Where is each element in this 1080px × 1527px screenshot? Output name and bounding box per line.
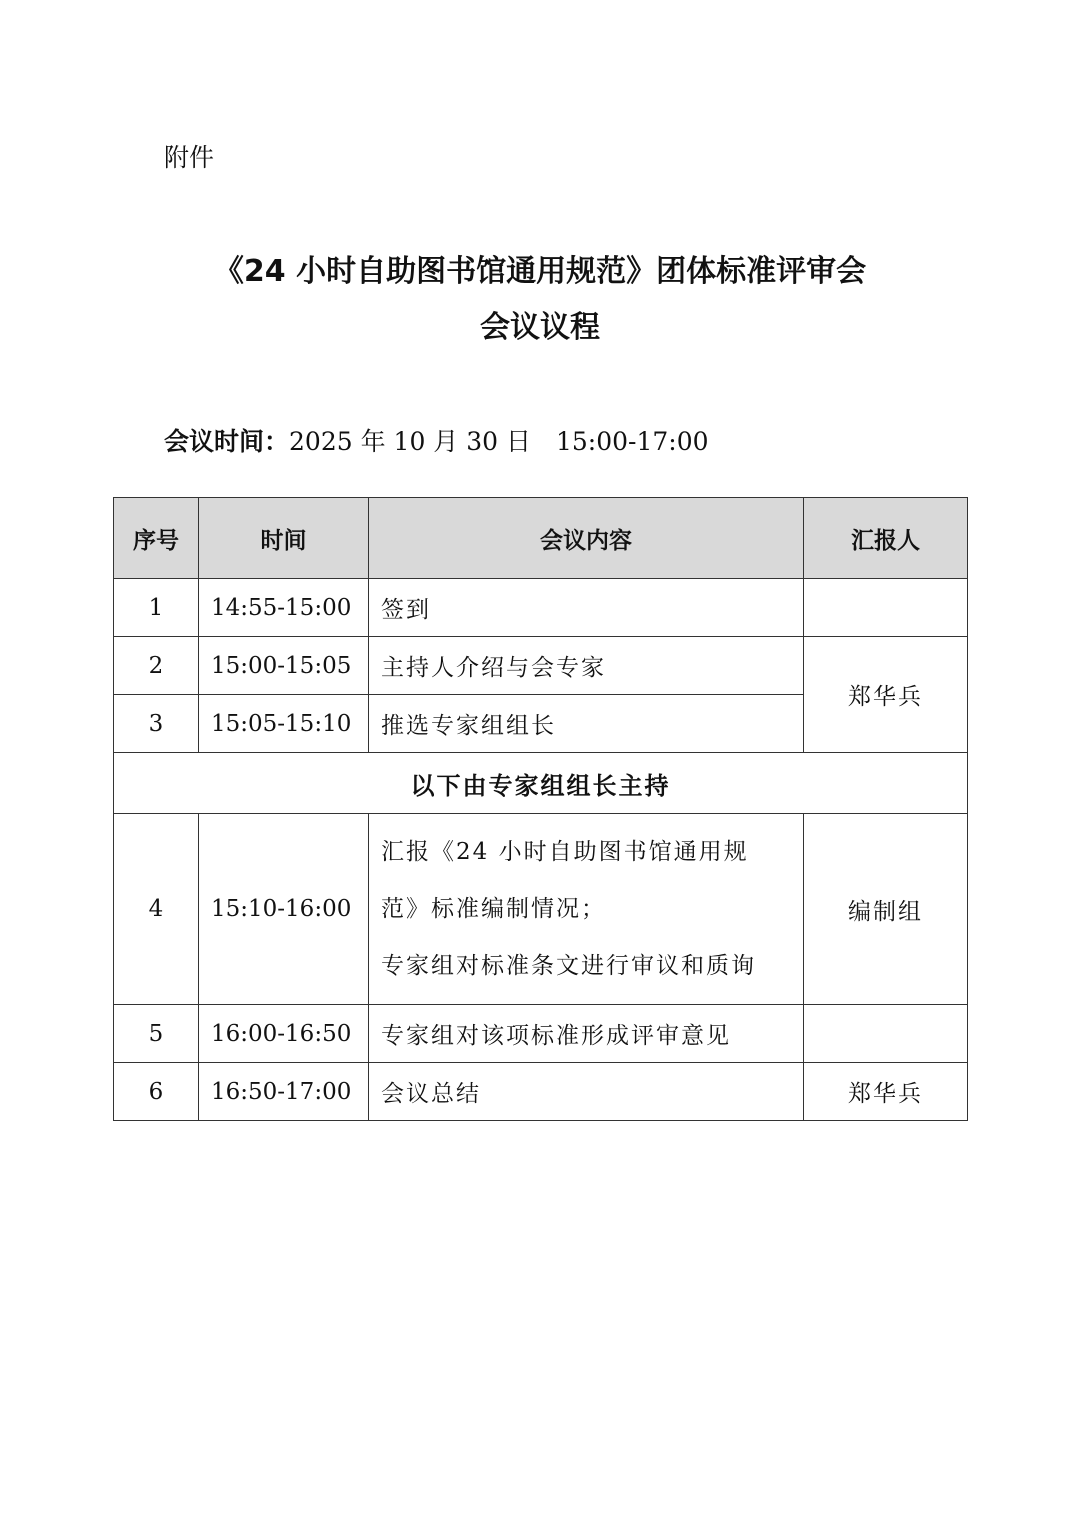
table-row [114,579,968,637]
row-time: 15:10-16:00 [199,814,369,1005]
document-subtitle: 会议议程 [480,310,600,345]
row-seq: 5 [114,1005,199,1063]
row-seq: 1 [114,579,199,637]
table-row [114,637,968,695]
row-time: 16:50-17:00 [199,1063,369,1121]
agenda-table [113,497,968,1121]
row-time: 14:55-15:00 [199,579,369,637]
table-row [114,814,968,1005]
section-row [114,753,968,814]
row-content: 推选专家组组长 [369,695,804,753]
meeting-time-label: 会议时间： [164,427,290,456]
header-seq: 序号 [114,498,199,579]
header-time: 时间 [199,498,369,579]
row-seq: 4 [114,814,199,1005]
header-reporter: 汇报人 [804,498,968,579]
content-line: 汇报《24 小时自助图书馆通用规 [381,838,749,865]
meeting-time-value: 2025 年 10 月 30 日 15:00-17:00 [289,427,709,456]
row-content: 会议总结 [369,1063,804,1121]
row-reporter: 郑华兵 [804,637,968,753]
row-content [369,814,804,1005]
table-row [114,1005,968,1063]
row-content: 签到 [369,579,804,637]
row-content: 专家组对该项标准形成评审意见 [369,1005,804,1063]
table-header-row [114,498,968,579]
table-row [114,1063,968,1121]
section-heading: 以下由专家组组长主持 [114,753,968,814]
row-content: 主持人介绍与会专家 [369,637,804,695]
row-reporter: 郑华兵 [804,1063,968,1121]
header-content: 会议内容 [369,498,804,579]
content-line: 范》标准编制情况； [381,895,606,922]
row-time: 16:00-16:50 [199,1005,369,1063]
attachment-label: 附件 [164,143,215,172]
row-seq: 2 [114,637,199,695]
row-reporter [804,579,968,637]
row-seq: 6 [114,1063,199,1121]
row-reporter: 编制组 [804,814,968,1005]
row-time: 15:05-15:10 [199,695,369,753]
row-seq: 3 [114,695,199,753]
document-title: 《24 小时自助图书馆通用规范》团体标准评审会 [213,254,867,289]
meeting-time [164,424,709,460]
content-line: 专家组对标准条文进行审议和质询 [381,952,756,979]
row-reporter [804,1005,968,1063]
row-time: 15:00-15:05 [199,637,369,695]
